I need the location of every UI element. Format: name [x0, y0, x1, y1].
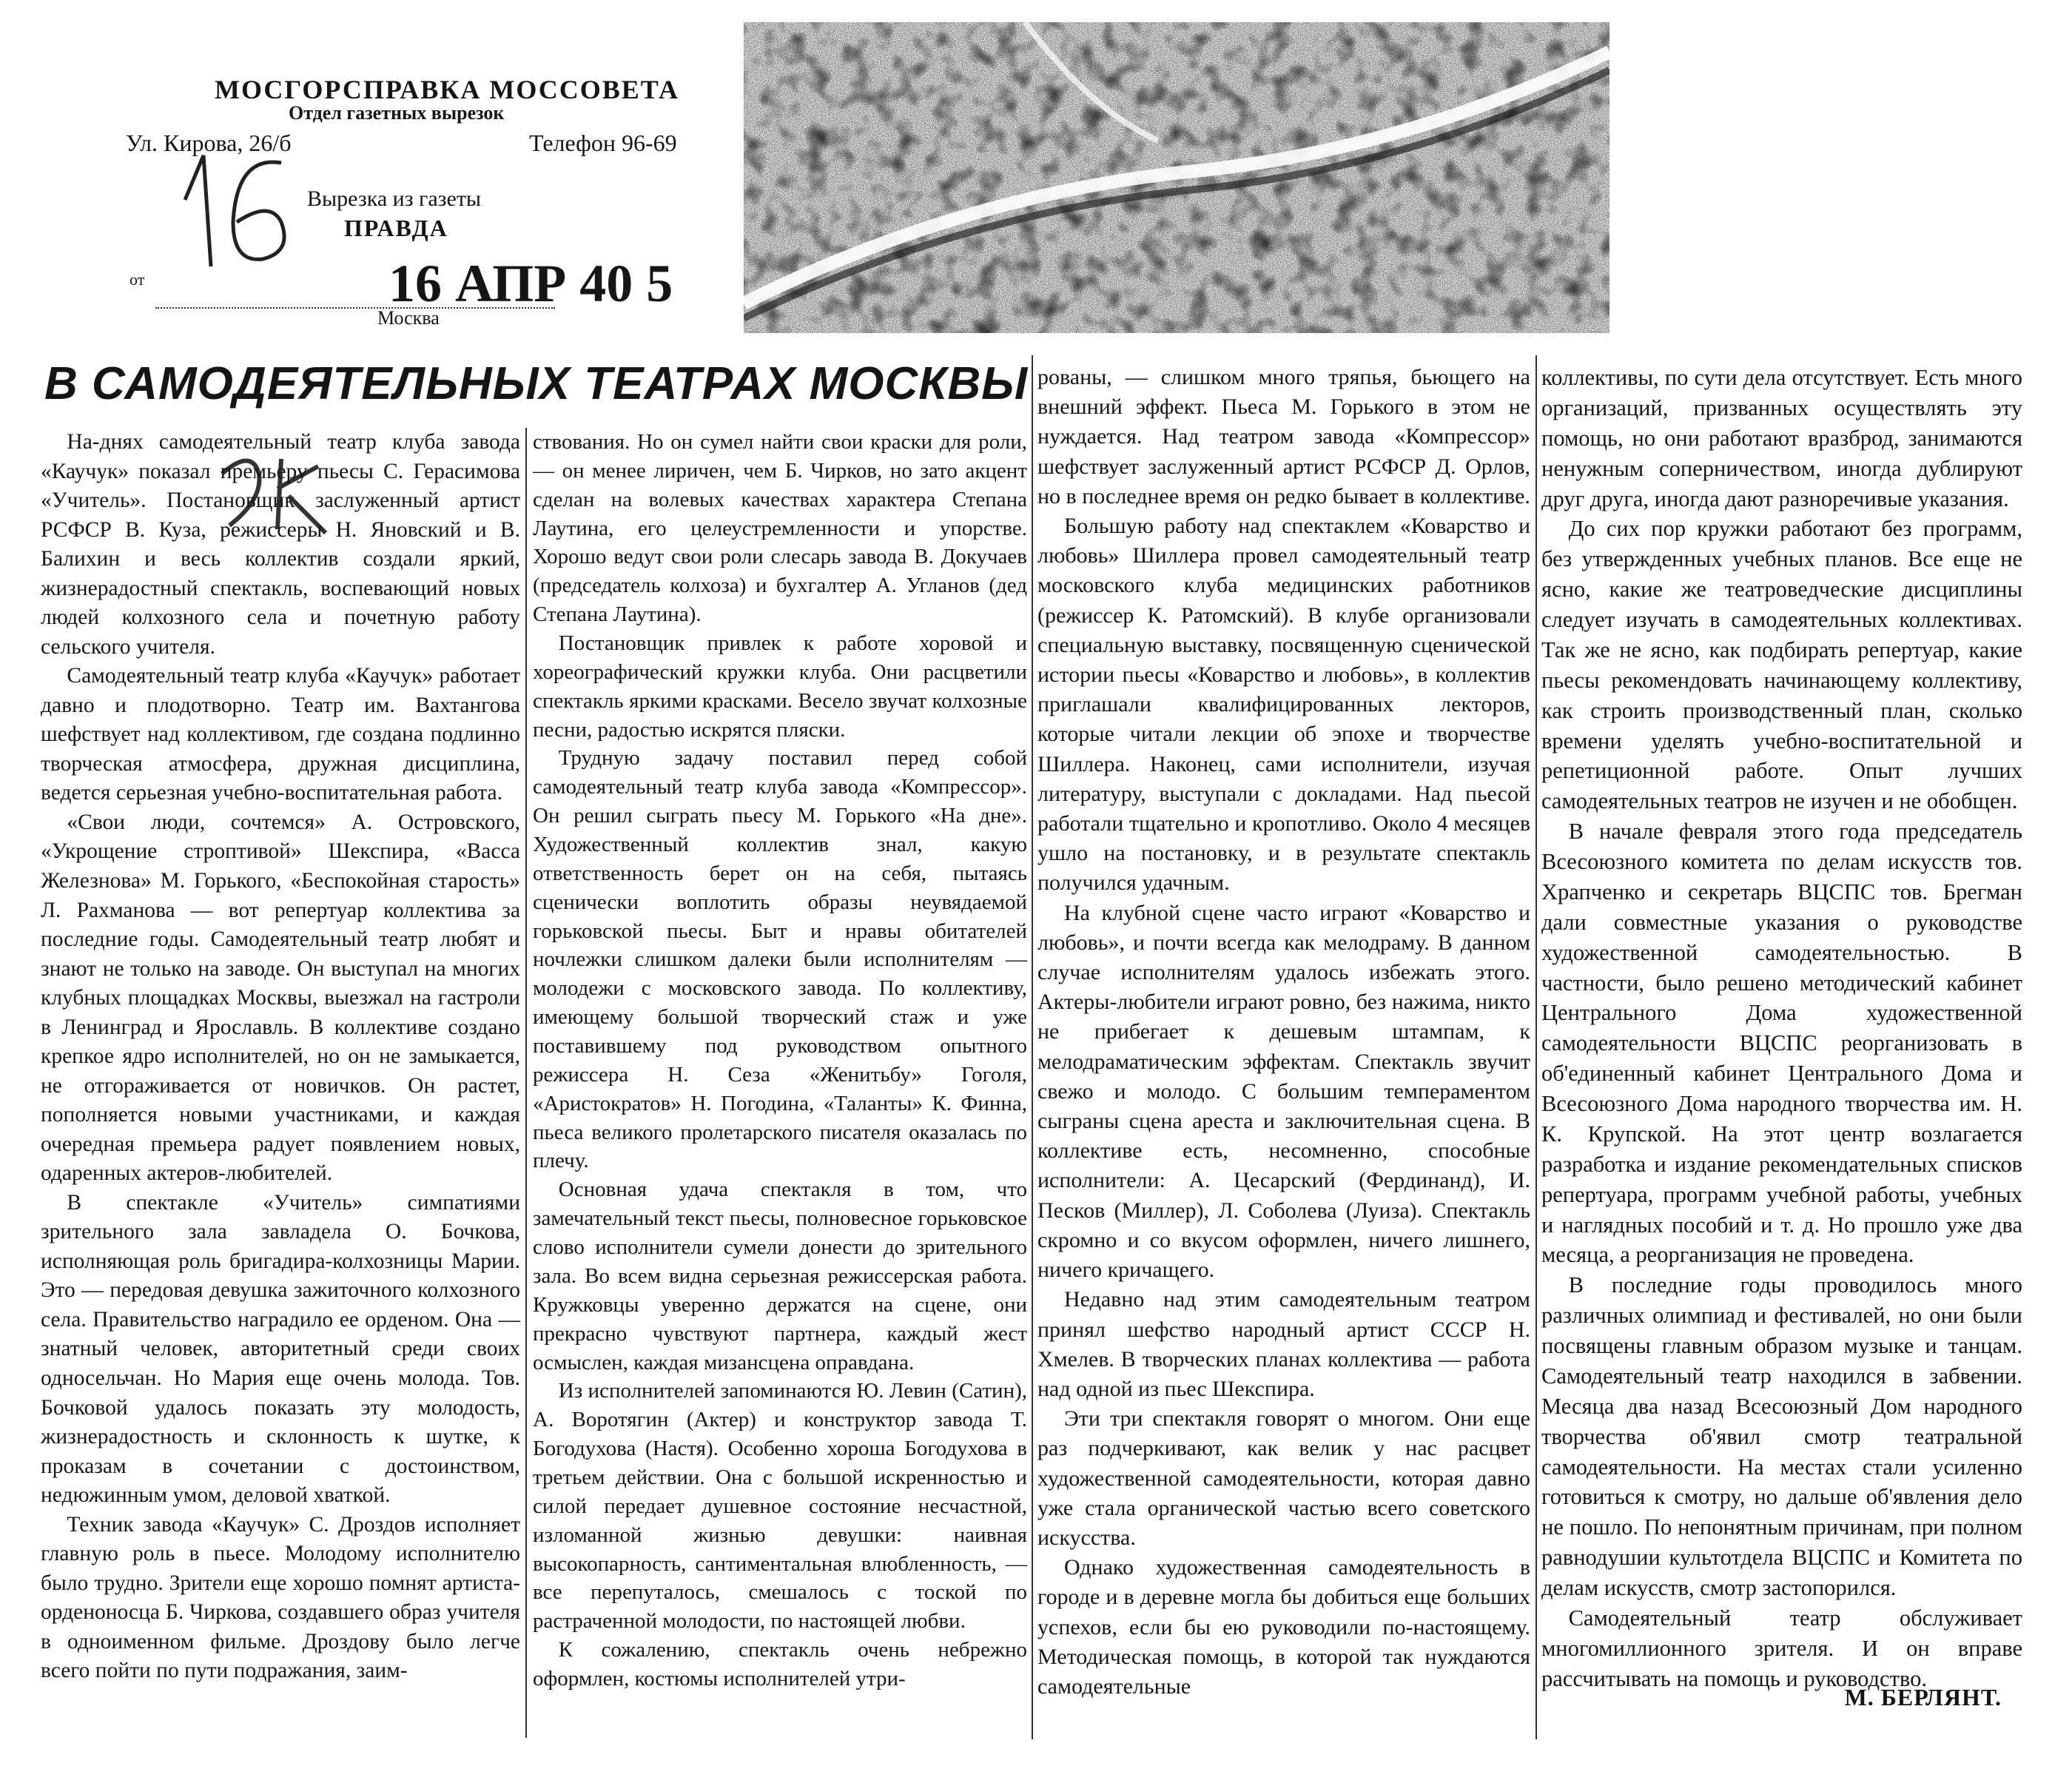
paragraph: Самодеятельный театр клуба «Каучук» работает давно и плодотворно. Театр им. Вахтангова шефствует над коллективом, где создана подлинно творческая атмосфера, дружная дисциплина, ведется серьезная учебно-воспитательная работа. [41, 664, 520, 805]
paragraph: «Свои люди, сочтемся» А. Островского, «Укрощение строптивой» Шекспира, «Васса Железнова» М. Горького, «Беспокойная старость» Л. Рахманова — вот репертуар коллектива за последние годы. Самодеятельный театр любят и знают не только на заводе. Он выступал на многих клубных площадках Москвы, выезжал на гастроли в Ленинград и Ярославль. В коллективе создано крепкое ядро исполнителей, но он не замыкается, не отгораживается от новичков. Он растет, пополняется новыми участниками, и каждая очередная премьера радует появлением новых, одаренных актеров-любителей. [41, 810, 520, 1186]
paragraph: В спектакле «Учитель» симпатиями зрительного зала завладела О. Бочкова, исполняющая роль бригадира-колхозницы Марии. Это — передовая девушка зажиточного колхозного села. Правительство наградило ее орденом. Она — знатный человек, авторитетный среди своих односельчан. Но Мария еще очень молода. Тов. Бочковой удалось показать эту молодость, жизнерадостность и склонность к шутке, к проказам в сочетании с достоинством, недюжинным умом, деловой хваткой. [41, 1190, 520, 1508]
stamp-newspaper: ПРАВДА [344, 215, 448, 241]
paragraph: Эти три спектакля говорят о многом. Они еще раз подчеркивают, как велик у нас расцвет художественной самодеятельности, которая давно уже стала органической частью всего советского искусства. [1037, 1406, 1530, 1550]
paragraph: Недавно над этим самодеятельным театром принял шефство народный артист СССР Н. Хмелев. В творческих планах коллектива — работа над одной из пьес Шекспира. [1037, 1287, 1530, 1401]
paragraph: Техник завода «Каучук» С. Дроздов исполняет главную роль в пьесе. Молодому исполнителю было трудно. Зрители еще хорошо помнят артиста-орденоносца Б. Чиркова, создавшего образ учителя в одноименном фильме. Дроздову было легче всего пойти по пути подражания, заим- [41, 1512, 520, 1683]
article-column-1 [41, 428, 520, 1738]
column-rule [1032, 355, 1033, 1739]
paragraph: На клубной сцене часто играют «Коварство и любовь», и почти всегда как мелодраму. В данном случае исполнителям удалось избежать этого. Актеры-любители играют ровно, без нажима, никто не прибегает к дешевым штампам, к мелодраматическим эффектам. Спектакль звучит свежо и молодо. С большим темпераментом сыграны сцена ареста и заключительная сцена. В коллективе есть, несомненно, способные исполнители: А. Цесарский (Фердинанд), И. Песков (Миллер), Л. Соболева (Луиза). Спектакль скромно и со вкусом оформлен, ничего лишнего, ничего кричащего. [1037, 900, 1530, 1283]
paragraph: коллективы, по сути дела отсутствует. Есть много организаций, призванных осуществлять эту помощь, но они работают вразброд, занимаются ненужным соперничеством, иногда дублируют друг друга, иногда дают разноречивые указания. [1541, 365, 2022, 511]
stamp-ot: от [130, 270, 145, 289]
newspaper-photo [744, 22, 1610, 333]
paragraph: Большую работу над спектаклем «Коварство и любовь» Шиллера провел самодеятельный театр московского клуба медицинских работников (режиссер К. Ратомский). В клубе организовали специальную выставку, посвященную сценической истории пьесы «Коварство и любовь», в коллектив приглашали квалифицированных лекторов, которые читали лекции об эпохе и творчестве Шиллера. Наконец, сами исполнители, изучая литературу, выступали с докладами. Над пьесой работали тщательно и кропотливо. Около 4 месяцев ушло на постановку, и в результате спектакль получился удачным. [1037, 514, 1530, 896]
article-author: М. БЕРЛЯНТ. [1844, 1684, 2002, 1710]
article-column-3 [1037, 363, 1530, 1739]
paragraph: К сожалению, спектакль очень небрежно оформлен, костюмы исполнителей утри- [533, 1638, 1027, 1691]
column-rule [1536, 355, 1537, 1739]
article-headline: В САМОДЕЯТЕЛЬНЫХ ТЕАТРАХ МОСКВЫ [44, 358, 1029, 409]
paragraph: Из исполнителей запоминаются Ю. Левин (Сатин), А. Воротягин (Актер) и конструктор завода Т. Богодухова (Настя). Особенно хороша Богодухова в третьем действии. Она с большой искренностью и силой передает душевное состояние несчастной, изломанной жизнью девушки: наивная высокопарность, сантиментальная влюбленность, — все перепуталось, смешалось с тоской по растраченной молодости, по настоящей любви. [533, 1379, 1027, 1634]
stamp-address: Ул. Кирова, 26/б [126, 130, 292, 156]
paragraph: Постановщик привлек к работе хоровой и хореографический кружки клуба. Они расцветили спектакль яркими красками. Весело звучат колхозные песни, радостью искрятся пляски. [533, 631, 1027, 742]
article-column-2 [533, 428, 1027, 1738]
stamp-phone: Телефон 96-69 [529, 130, 677, 156]
stamp-organization: МОСГОРСПРАВКА МОССОВЕТА [215, 75, 680, 104]
stamp-city: Москва [377, 307, 440, 329]
paragraph: До сих пор кружки работают без программ, без утвержденных учебных планов. Все еще не ясно, какие же театроведческие дисциплины следует изучать в самодеятельных коллективах. Так же не ясно, как подбирать репертуар, какие пьесы рекомендовать начинающему коллективу, как строить производственный план, сколько времени уделять учебно-воспитательной и репетиционной работе. Опыт лучших самодеятельных театров не изучен и не обобщен. [1541, 516, 2022, 814]
paragraph: ствования. Но он сумел найти свои краски для роли, — он менее лиричен, чем Б. Чирков, но зато акцент сделан на волевых качествах характера Степана Лаутина, его целеустремленности и упорстве. Хорошо ведут свои роли слесарь завода В. Докучаев (председатель колхоза) и бухгалтер А. Угланов (дед Степана Лаутина). [533, 430, 1027, 627]
stamp-cutting-from: Вырезка из газеты [307, 187, 482, 211]
stamp-date: 16 АПР 40 5 [388, 254, 673, 313]
paragraph: Самодеятельный театр обслуживает многомиллионного зрителя. И он вправе рассчитывать на помощь и руководство. [1541, 1605, 2022, 1691]
stamp-department: Отдел газетных вырезок [289, 102, 505, 124]
column-rule [525, 428, 527, 1738]
paragraph: Трудную задачу поставил перед собой самодеятельный театр клуба завода «Компрессор». Он решил сыграть пьесу М. Горького «На дне». Художественный коллектив знал, какую ответственность берет он на себя, пытаясь сценически воплотить образы неувядаемой горьковской пьесы. Быт и нравы обитателей ночлежки слишком далеки были исполнителям — молодежи с московского завода. По коллективу, имеющему большой творческий стаж и уже поставившему под руководством опытного режиссера Н. Сеза «Женитьбу» Гоголя, «Аристократов» Н. Погодина, «Таланты» К. Финна, пьеса великого пролетарского писателя оказалась по плечу. [533, 746, 1027, 1173]
paragraph: рованы, — слишком много тряпья, бьющего на внешний эффект. Пьеса М. Горького в этом не нуждается. Над театром завода «Компрессор» шефствует заслуженный артист РСФСР Д. Орлов, но в последнее время он редко бывает в коллективе. [1037, 365, 1530, 508]
handwritten-number-mark [170, 111, 303, 281]
paragraph: В начале февраля этого года председатель Всесоюзного комитета по делам искусств тов. Храпченко и секретарь ВЦСПС тов. Брегман дали совместные указания о руководстве художественной самодеятельностью. В частности, было решено методический кабинет Центрального Дома художественной самодеятельности ВЦСПС реорганизовать в об'единенный кабинет Центрального Дома и Всесоюзного Дома народного творчества им. Н. К. Крупской. На этот центр возлагается разработка и издание рекомендательных списков репертуара, программ учебной работы, учебных и наглядных пособий и т. д. Но прошло уже два месяца, а реорганизация не проведена. [1541, 819, 2022, 1268]
paragraph: На-днях самодеятельный театр клуба завода «Каучук» показал премьеру пьесы С. Герасимова «Учитель». Постановщик заслуженный артист РСФСР В. Куза, режиссеры Н. Яновский и В. Балихин и весь коллектив создали яркий, жизнерадостный спектакль, воспевающий новых людей колхозного села и почетную работу сельского учителя. [41, 430, 520, 659]
article-column-4 [1541, 363, 2022, 1739]
paragraph: Основная удача спектакля в том, что замечательный текст пьесы, полновесное горьковское слово исполнители сумели донести до зрительного зала. Во всем видна серьезная режиссерская работа. Кружковцы уверенно держатся на сцене, они прекрасно чувствуют партнера, каждый жест осмыслен, каждая мизансцена оправдана. [533, 1178, 1027, 1374]
paragraph: Однако художественная самодеятельность в городе и в деревне могла бы добиться еще больших успехов, если бы ею руководили по-настоящему. Методическая помощь, в которой так нуждаются самодеятельные [1037, 1555, 1530, 1699]
paragraph: В последние годы проводилось много различных олимпиад и фестивалей, но они были посвящены главным образом музыке и танцам. Самодеятельный театр находился в забвении. Месяца два назад Всесоюзный Дом народного творчества об'явил смотр театральной самодеятельности. На местах стали усиленно готовиться к смотру, но дальше об'явления дело не пошло. По непонятным причинам, при полном равнодушии культотдела ВЦСПС и Комитета по делам искусств, смотр застопорился. [1541, 1272, 2022, 1600]
